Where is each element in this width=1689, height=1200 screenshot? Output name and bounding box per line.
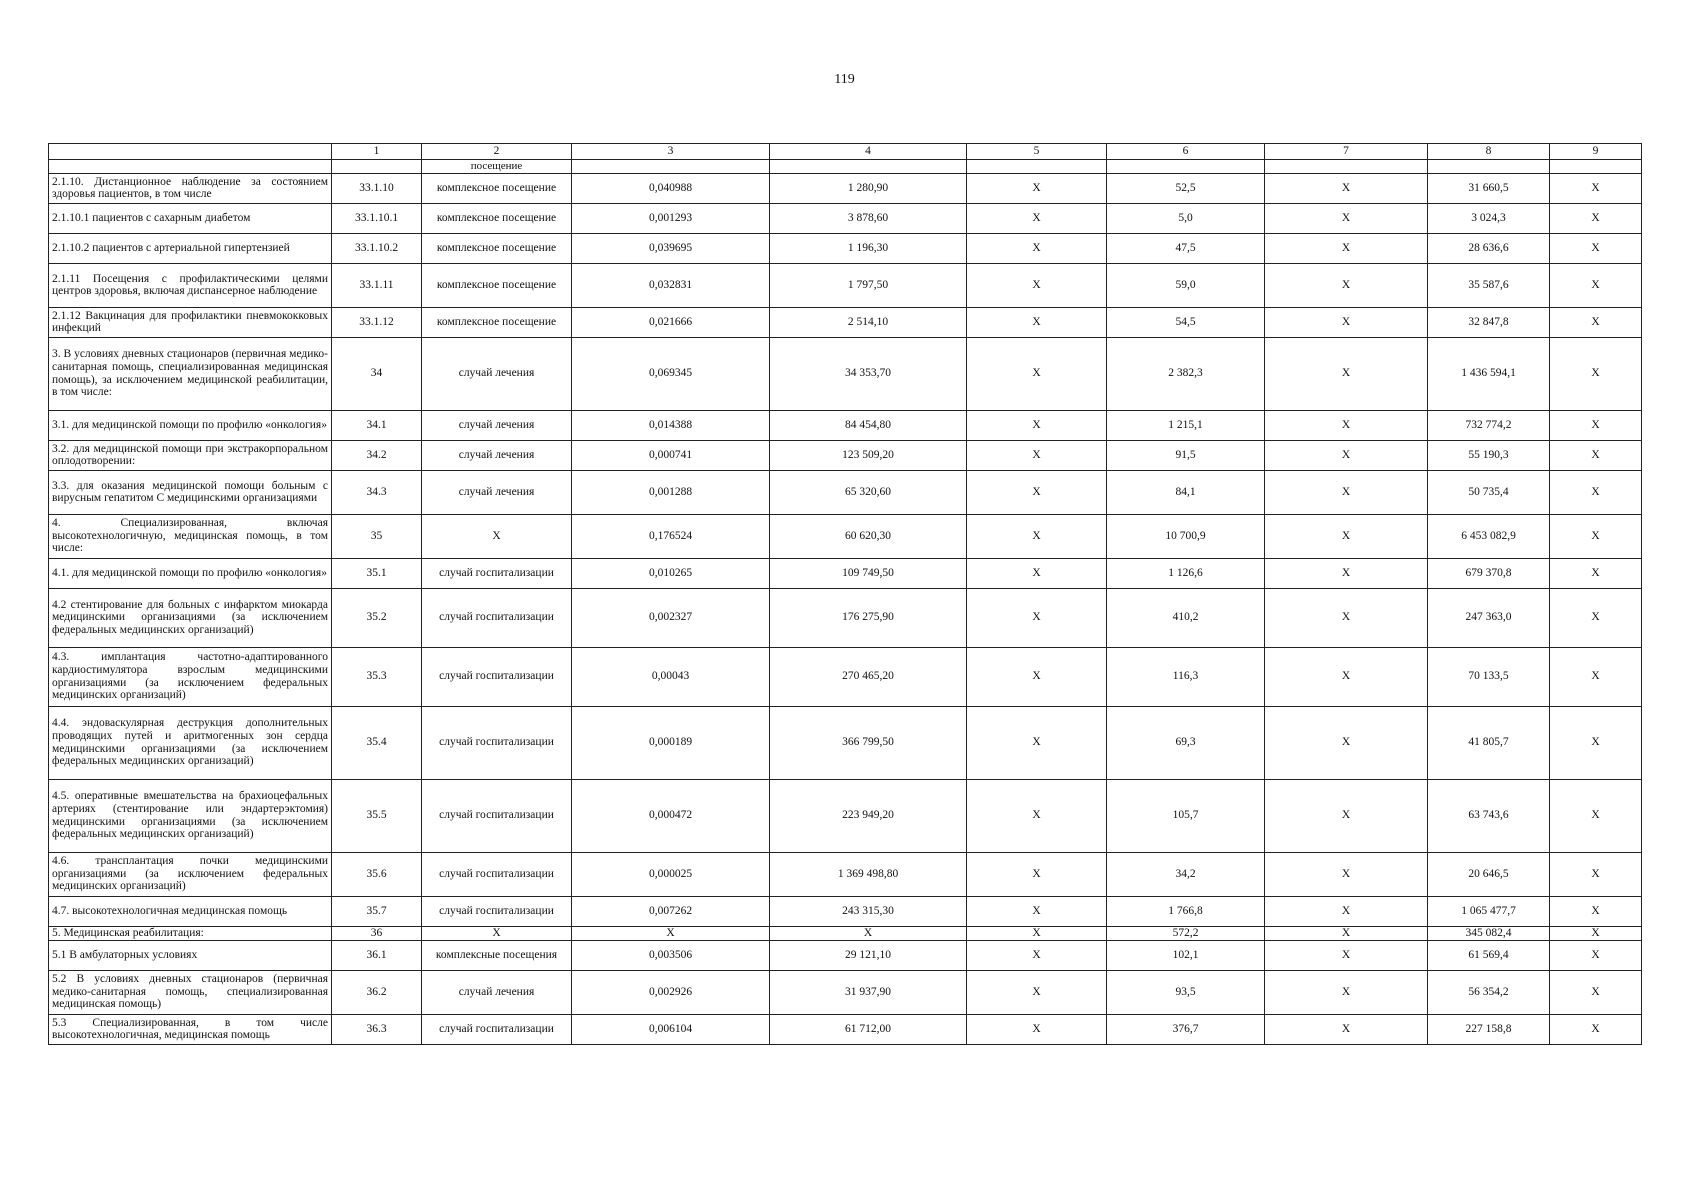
col9-cell: Х <box>1550 926 1642 940</box>
code-cell: 36.3 <box>332 1014 422 1044</box>
unit-cell: случай госпитализации <box>422 647 572 706</box>
col9-cell: Х <box>1550 410 1642 440</box>
cost-cell: 109 749,50 <box>770 558 967 588</box>
unit-cell: случай госпитализации <box>422 588 572 647</box>
cost-cell: 123 509,20 <box>770 440 967 470</box>
code-cell: 36.2 <box>332 970 422 1014</box>
cost-cell: 243 315,30 <box>770 896 967 926</box>
table-row <box>49 307 1642 337</box>
table-row <box>49 852 1642 896</box>
volume-cell: 0,000741 <box>572 440 770 470</box>
col7-cell: Х <box>1265 440 1428 470</box>
col7-cell: Х <box>1265 706 1428 779</box>
table-row <box>49 970 1642 1014</box>
code-cell: 33.1.10.1 <box>332 203 422 233</box>
col5-cell: Х <box>967 779 1107 852</box>
col9-cell: Х <box>1550 337 1642 410</box>
volume-cell: 0,002327 <box>572 588 770 647</box>
unit-cell: случай госпитализации <box>422 779 572 852</box>
col9-cell: Х <box>1550 173 1642 203</box>
unit-cell: случай госпитализации <box>422 852 572 896</box>
col7-cell: Х <box>1265 647 1428 706</box>
col6-cell: 54,5 <box>1107 307 1265 337</box>
code-cell: 33.1.10 <box>332 173 422 203</box>
col8-cell: 227 158,8 <box>1428 1014 1550 1044</box>
column-header: 4 <box>770 144 967 160</box>
data-table <box>48 143 1642 1045</box>
col6-cell: 5,0 <box>1107 203 1265 233</box>
code-cell: 35 <box>332 514 422 558</box>
row-name: 2.1.10.2 пациентов с артериальной гипертензией <box>49 233 332 263</box>
col5-cell: Х <box>967 896 1107 926</box>
code-cell: 36 <box>332 926 422 940</box>
row-name: 4.2 стентирование для больных с инфарктом миокарда медицинскими организациями (за исключением федеральных медицинских организаций) <box>49 588 332 647</box>
col9-cell: Х <box>1550 779 1642 852</box>
col7-cell: Х <box>1265 410 1428 440</box>
row-name: 2.1.10.1 пациентов с сахарным диабетом <box>49 203 332 233</box>
row-name: 2.1.10. Дистанционное наблюдение за состоянием здоровья пациентов, в том числе <box>49 173 332 203</box>
col9-cell: Х <box>1550 514 1642 558</box>
unit-cell: случай лечения <box>422 410 572 440</box>
col5-cell: Х <box>967 852 1107 896</box>
row-name: 2.1.11 Посещения с профилактическими целями центров здоровья, включая диспансерное наблюдение <box>49 263 332 307</box>
table-row <box>49 940 1642 970</box>
volume-cell: 0,014388 <box>572 410 770 440</box>
cost-cell: 65 320,60 <box>770 470 967 514</box>
code-cell: 33.1.10.2 <box>332 233 422 263</box>
code-cell: 36.1 <box>332 940 422 970</box>
column-header: 6 <box>1107 144 1265 160</box>
table-row <box>49 440 1642 470</box>
row-name: 4.5. оперативные вмешательства на брахиоцефальных артериях (стентирование или эндартерэктомия) медицинскими организациями (за исключением федеральных медицинских организаций) <box>49 779 332 852</box>
col8-cell: 63 743,6 <box>1428 779 1550 852</box>
col5-cell: Х <box>967 558 1107 588</box>
volume-cell: 0,010265 <box>572 558 770 588</box>
col9-cell: Х <box>1550 440 1642 470</box>
col8-cell: 6 453 082,9 <box>1428 514 1550 558</box>
code-cell: 34.1 <box>332 410 422 440</box>
unit-cell: случай лечения <box>422 970 572 1014</box>
code-cell: 33.1.12 <box>332 307 422 337</box>
col9-cell: Х <box>1550 896 1642 926</box>
unit-cell: случай лечения <box>422 337 572 410</box>
row-name: 3. В условиях дневных стационаров (первичная медико-санитарная помощь, специализированная медицинская помощь), за исключением медицинской реабилитации, в том числе: <box>49 337 332 410</box>
row-name: 3.1. для медицинской помощи по профилю «онкология» <box>49 410 332 440</box>
column-header <box>49 144 332 160</box>
col7-cell: Х <box>1265 233 1428 263</box>
col5-cell: Х <box>967 307 1107 337</box>
volume-cell: 0,040988 <box>572 173 770 203</box>
col7-cell: Х <box>1265 779 1428 852</box>
volume-cell: 0,032831 <box>572 263 770 307</box>
col6-cell: 1 126,6 <box>1107 558 1265 588</box>
col9-cell: Х <box>1550 940 1642 970</box>
col6-cell: 2 382,3 <box>1107 337 1265 410</box>
column-header: 7 <box>1265 144 1428 160</box>
cost-cell: 1 797,50 <box>770 263 967 307</box>
col5-cell: Х <box>967 440 1107 470</box>
table-row <box>49 263 1642 307</box>
col6-cell: 102,1 <box>1107 940 1265 970</box>
table-row <box>49 647 1642 706</box>
unit-cell: случай госпитализации <box>422 896 572 926</box>
code-cell: 34.2 <box>332 440 422 470</box>
col5-cell: Х <box>967 940 1107 970</box>
col7-cell: Х <box>1265 307 1428 337</box>
code-cell: 35.6 <box>332 852 422 896</box>
volume-cell: 0,00043 <box>572 647 770 706</box>
col5-cell: Х <box>967 263 1107 307</box>
col5-cell: Х <box>967 647 1107 706</box>
cost-cell: 1 369 498,80 <box>770 852 967 896</box>
table-row <box>49 779 1642 852</box>
col6-cell: 59,0 <box>1107 263 1265 307</box>
table-row <box>49 337 1642 410</box>
col6-cell: 47,5 <box>1107 233 1265 263</box>
table-row <box>49 514 1642 558</box>
col5-cell: Х <box>967 970 1107 1014</box>
unit-cell: комплексное посещение <box>422 263 572 307</box>
row-name: 4.7. высокотехнологичная медицинская помощь <box>49 896 332 926</box>
col6-cell: 93,5 <box>1107 970 1265 1014</box>
col5-cell: Х <box>967 410 1107 440</box>
col5-cell: Х <box>967 926 1107 940</box>
col7-cell: Х <box>1265 173 1428 203</box>
volume-cell: 0,007262 <box>572 896 770 926</box>
table-row <box>49 706 1642 779</box>
cost-cell: 61 712,00 <box>770 1014 967 1044</box>
volume-cell: 0,001288 <box>572 470 770 514</box>
unit-cell: случай госпитализации <box>422 1014 572 1044</box>
row-name: 5. Медицинская реабилитация: <box>49 926 332 940</box>
column-header: 2 <box>422 144 572 160</box>
col8-cell: 32 847,8 <box>1428 307 1550 337</box>
volume-cell: 0,021666 <box>572 307 770 337</box>
col7-cell: Х <box>1265 1014 1428 1044</box>
col5-cell: Х <box>967 203 1107 233</box>
table-row <box>49 410 1642 440</box>
col8-cell: 345 082,4 <box>1428 926 1550 940</box>
unit-cell: комплексное посещение <box>422 173 572 203</box>
table-row <box>49 470 1642 514</box>
col9-cell: Х <box>1550 263 1642 307</box>
unit-cell: комплексное посещение <box>422 203 572 233</box>
row-name: 5.2 В условиях дневных стационаров (первичная медико-санитарная помощь, специализированная медицинская помощь) <box>49 970 332 1014</box>
code-cell: 34.3 <box>332 470 422 514</box>
cost-cell: 3 878,60 <box>770 203 967 233</box>
column-header: 9 <box>1550 144 1642 160</box>
col6-cell: 52,5 <box>1107 173 1265 203</box>
col6-cell: 572,2 <box>1107 926 1265 940</box>
col9-cell: Х <box>1550 588 1642 647</box>
col9-cell: Х <box>1550 203 1642 233</box>
col9-cell: Х <box>1550 307 1642 337</box>
row-name: 5.1 В амбулаторных условиях <box>49 940 332 970</box>
col5-cell: Х <box>967 233 1107 263</box>
col5-cell: Х <box>967 706 1107 779</box>
cost-cell: Х <box>770 926 967 940</box>
row-name: 4.4. эндоваскулярная деструкция дополнительных проводящих путей и аритмогенных зон сердца медицинскими организациями (за исключением федеральных медицинских организаций) <box>49 706 332 779</box>
cost-cell: 270 465,20 <box>770 647 967 706</box>
row-name: 3.2. для медицинской помощи при экстракорпоральном оплодотворении: <box>49 440 332 470</box>
code-cell: 35.1 <box>332 558 422 588</box>
col6-cell: 116,3 <box>1107 647 1265 706</box>
volume-cell: 0,000472 <box>572 779 770 852</box>
col8-cell: 35 587,6 <box>1428 263 1550 307</box>
col7-cell: Х <box>1265 470 1428 514</box>
code-cell: 35.4 <box>332 706 422 779</box>
volume-cell: 0,001293 <box>572 203 770 233</box>
column-header: 3 <box>572 144 770 160</box>
col7-cell: Х <box>1265 970 1428 1014</box>
table-row <box>49 203 1642 233</box>
code-cell: 35.3 <box>332 647 422 706</box>
col6-cell: 410,2 <box>1107 588 1265 647</box>
col7-cell: Х <box>1265 337 1428 410</box>
col5-cell: Х <box>967 514 1107 558</box>
col8-cell: 56 354,2 <box>1428 970 1550 1014</box>
row-name: 4. Специализированная, включая высокотехнологичную, медицинская помощь, в том числе: <box>49 514 332 558</box>
col6-cell: 91,5 <box>1107 440 1265 470</box>
col9-cell: Х <box>1550 706 1642 779</box>
cost-cell: 60 620,30 <box>770 514 967 558</box>
volume-cell: 0,006104 <box>572 1014 770 1044</box>
col9-cell: Х <box>1550 233 1642 263</box>
volume-cell: 0,039695 <box>572 233 770 263</box>
col7-cell: Х <box>1265 514 1428 558</box>
table-row <box>49 1014 1642 1044</box>
cost-cell: 1 196,30 <box>770 233 967 263</box>
cost-cell: 1 280,90 <box>770 173 967 203</box>
table-header-row <box>49 144 1642 160</box>
col8-cell: 1 065 477,7 <box>1428 896 1550 926</box>
volume-cell: 0,002926 <box>572 970 770 1014</box>
table-row <box>49 558 1642 588</box>
col8-cell: 55 190,3 <box>1428 440 1550 470</box>
code-cell: 34 <box>332 337 422 410</box>
cost-cell: 2 514,10 <box>770 307 967 337</box>
col8-cell: 61 569,4 <box>1428 940 1550 970</box>
table-row <box>49 233 1642 263</box>
row-name: 3.3. для оказания медицинской помощи больным с вирусным гепатитом С медицинскими организациями <box>49 470 332 514</box>
cost-cell: 366 799,50 <box>770 706 967 779</box>
col8-cell: 732 774,2 <box>1428 410 1550 440</box>
volume-cell: 0,000025 <box>572 852 770 896</box>
volume-cell: 0,069345 <box>572 337 770 410</box>
col8-cell: 679 370,8 <box>1428 558 1550 588</box>
continuation-row <box>49 160 1642 174</box>
col7-cell: Х <box>1265 940 1428 970</box>
col8-cell: 20 646,5 <box>1428 852 1550 896</box>
col7-cell: Х <box>1265 926 1428 940</box>
col6-cell: 84,1 <box>1107 470 1265 514</box>
unit-cell: комплексные посещения <box>422 940 572 970</box>
table-row <box>49 588 1642 647</box>
cost-cell: 29 121,10 <box>770 940 967 970</box>
col7-cell: Х <box>1265 203 1428 233</box>
col9-cell: Х <box>1550 1014 1642 1044</box>
col6-cell: 69,3 <box>1107 706 1265 779</box>
col7-cell: Х <box>1265 896 1428 926</box>
col7-cell: Х <box>1265 588 1428 647</box>
col5-cell: Х <box>967 337 1107 410</box>
col5-cell: Х <box>967 1014 1107 1044</box>
column-header: 5 <box>967 144 1107 160</box>
col6-cell: 105,7 <box>1107 779 1265 852</box>
col8-cell: 1 436 594,1 <box>1428 337 1550 410</box>
col8-cell: 70 133,5 <box>1428 647 1550 706</box>
cost-cell: 223 949,20 <box>770 779 967 852</box>
col8-cell: 31 660,5 <box>1428 173 1550 203</box>
col6-cell: 1 766,8 <box>1107 896 1265 926</box>
col9-cell: Х <box>1550 852 1642 896</box>
unit-cell: Х <box>422 926 572 940</box>
unit-cell: Х <box>422 514 572 558</box>
col9-cell: Х <box>1550 558 1642 588</box>
unit-cell: комплексное посещение <box>422 233 572 263</box>
col9-cell: Х <box>1550 970 1642 1014</box>
col8-cell: 41 805,7 <box>1428 706 1550 779</box>
volume-cell: 0,000189 <box>572 706 770 779</box>
col6-cell: 10 700,9 <box>1107 514 1265 558</box>
row-name: 4.3. имплантация частотно-адаптированного кардиостимулятора взрослым медицинскими организациями (за исключением федеральных медицинских организаций) <box>49 647 332 706</box>
row-name: 4.6. трансплантация почки медицинскими организациями (за исключением федеральных медицинских организаций) <box>49 852 332 896</box>
code-cell: 33.1.11 <box>332 263 422 307</box>
col7-cell: Х <box>1265 558 1428 588</box>
col6-cell: 34,2 <box>1107 852 1265 896</box>
code-cell: 35.7 <box>332 896 422 926</box>
col8-cell: 247 363,0 <box>1428 588 1550 647</box>
row-name: 4.1. для медицинской помощи по профилю «онкология» <box>49 558 332 588</box>
col5-cell: Х <box>967 588 1107 647</box>
volume-cell: 0,176524 <box>572 514 770 558</box>
col8-cell: 3 024,3 <box>1428 203 1550 233</box>
col9-cell: Х <box>1550 647 1642 706</box>
table-row <box>49 173 1642 203</box>
col9-cell: Х <box>1550 470 1642 514</box>
col8-cell: 28 636,6 <box>1428 233 1550 263</box>
table-row <box>49 896 1642 926</box>
unit-cell: случай госпитализации <box>422 558 572 588</box>
volume-cell: Х <box>572 926 770 940</box>
col8-cell: 50 735,4 <box>1428 470 1550 514</box>
row-name: 5.3 Специализированная, в том числе высокотехнологичная, медицинская помощь <box>49 1014 332 1044</box>
unit-cell: случай лечения <box>422 440 572 470</box>
col6-cell: 376,7 <box>1107 1014 1265 1044</box>
col7-cell: Х <box>1265 852 1428 896</box>
col6-cell: 1 215,1 <box>1107 410 1265 440</box>
cost-cell: 84 454,80 <box>770 410 967 440</box>
code-cell: 35.5 <box>332 779 422 852</box>
unit-cell: комплексное посещение <box>422 307 572 337</box>
code-cell: 35.2 <box>332 588 422 647</box>
unit-cell: случай лечения <box>422 470 572 514</box>
column-header: 8 <box>1428 144 1550 160</box>
cost-cell: 176 275,90 <box>770 588 967 647</box>
table-row <box>49 926 1642 940</box>
col5-cell: Х <box>967 173 1107 203</box>
cost-cell: 34 353,70 <box>770 337 967 410</box>
unit-cell: случай госпитализации <box>422 706 572 779</box>
continuation-unit: посещение <box>422 160 572 174</box>
page-number: 119 <box>834 72 855 87</box>
row-name: 2.1.12 Вакцинация для профилактики пневмококковых инфекций <box>49 307 332 337</box>
column-header: 1 <box>332 144 422 160</box>
volume-cell: 0,003506 <box>572 940 770 970</box>
col7-cell: Х <box>1265 263 1428 307</box>
col5-cell: Х <box>967 470 1107 514</box>
cost-cell: 31 937,90 <box>770 970 967 1014</box>
